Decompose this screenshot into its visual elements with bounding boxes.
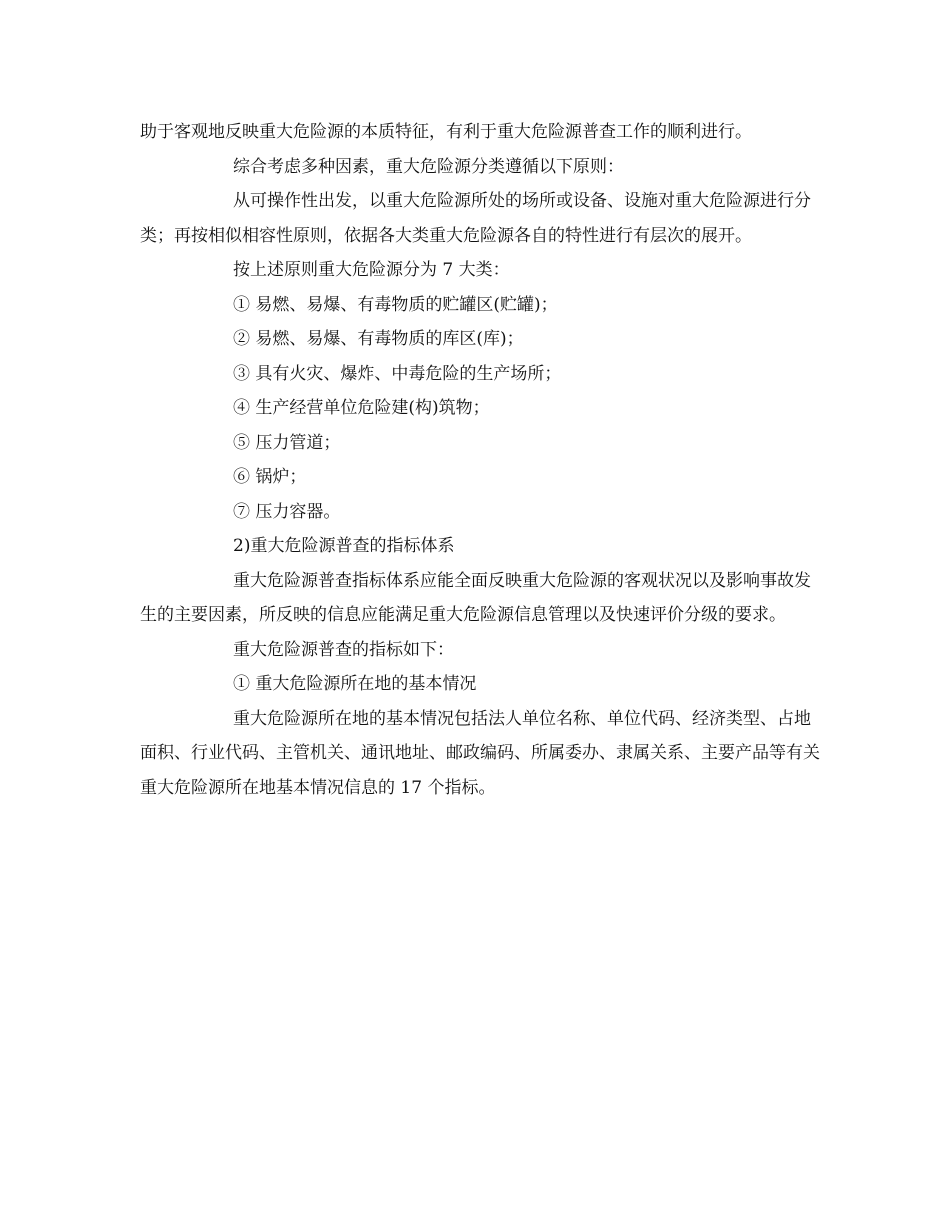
list-item: ① 重大危险源所在地的基本情况 (233, 674, 477, 694)
list-item: ⑤ 压力管道； (233, 432, 341, 453)
list-item: ① 易燃、易爆、有毒物质的贮罐区(贮罐)； (233, 294, 558, 315)
section-heading: 2)重大危险源普查的指标体系 (233, 536, 455, 556)
document-body (140, 115, 820, 805)
paragraph-intro: 助于客观地反映重大危险源的本质特征，有利于重大危险源普查工作的顺利进行。 (140, 122, 752, 142)
paragraph-indicator-system: 重大危险源普查指标体系应能全面反映重大危险源的客观状况以及影响事故发生的主要因素，所反映的信息应能满足重大危险源信息管理以及快速评价分级的要求。 (140, 570, 811, 625)
paragraph-indicators-intro: 重大危险源普查的指标如下： (233, 639, 454, 660)
paragraph-seven-categories: 按上述原则重大危险源分为 7 大类： (233, 260, 510, 280)
list-item: ⑦ 压力容器。 (233, 501, 341, 522)
paragraph-operability: 从可操作性出发，以重大危险源所处的场所或设备、设施对重大危险源进行分类；再按相似相容性原则，依据各大类重大危险源各自的特性进行有层次的展开。 (140, 191, 811, 246)
list-item: ④ 生产经营单位危险建(构)筑物； (233, 398, 490, 418)
list-item: ③ 具有火灾、爆炸、中毒危险的生产场所； (233, 363, 562, 384)
paragraph-basic-info: 重大危险源所在地的基本情况包括法人单位名称、单位代码、经济类型、占地面积、行业代码、主管机关、通讯地址、邮政编码、所属委办、隶属关系、主要产品等有关重大危险源所在地基本情况信息的 17 个指标。 (140, 708, 820, 798)
list-item: ② 易燃、易爆、有毒物质的库区(库)； (233, 329, 524, 349)
list-item: ⑥ 锅炉； (233, 467, 307, 487)
paragraph-classification-principle: 综合考虑多种因素，重大危险源分类遵循以下原则： (233, 156, 624, 177)
